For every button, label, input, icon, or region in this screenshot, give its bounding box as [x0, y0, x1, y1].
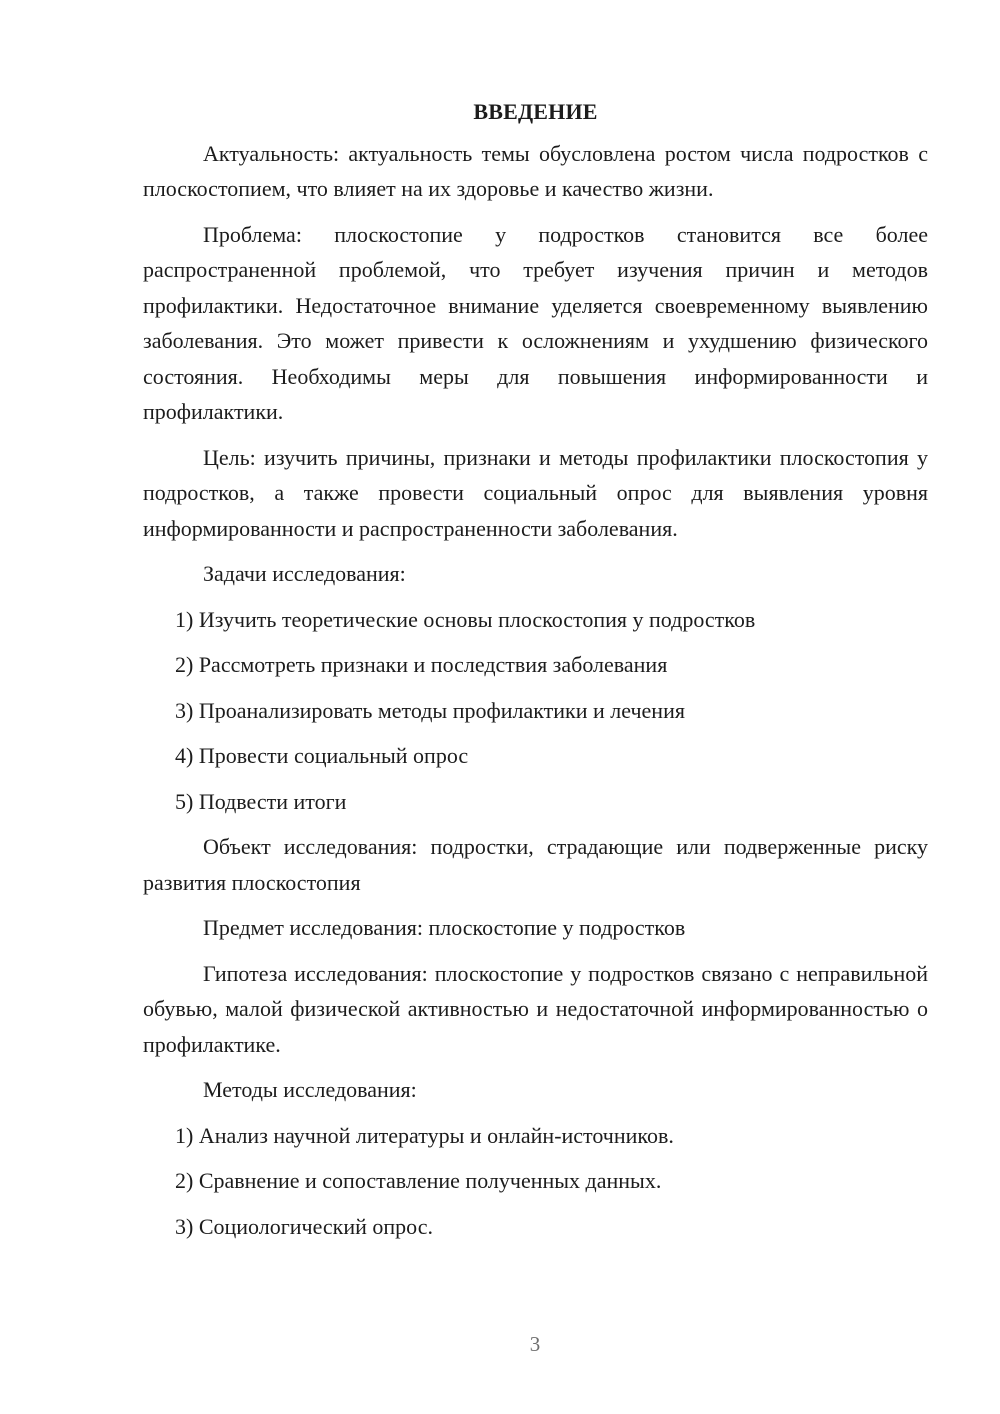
page-title: ВВЕДЕНИЕ: [473, 99, 598, 124]
page-content: [143, 94, 928, 1254]
problem-paragraph: Проблема: плоскостопие у подростков становится все более распространенной проблемой, что требует изучения причин и методов профилактики. Недостаточное внимание уделяется своевременному выявлению заболевания. Это может привести к осложнениям и ухудшению физического состояния. Необходимы меры для повышения информированности и профилактики.: [143, 221, 928, 424]
list-item: 5) Подвести итоги: [175, 788, 347, 814]
subject-paragraph: Предмет исследования: плоскостопие у подростков: [203, 915, 686, 940]
methods-list: [143, 1118, 928, 1245]
list-item: 1) Анализ научной литературы и онлайн-источников.: [175, 1122, 674, 1148]
list-item: 4) Провести социальный опрос: [175, 743, 469, 768]
goal-paragraph: Цель: изучить причины, признаки и методы профилактики плоскостопия у подростков, а также провести социальный опрос для выявления уровня информированности и распространенности заболевания.: [143, 444, 928, 541]
list-item: 1) Изучить теоретические основы плоскостопия у подростков: [175, 606, 756, 632]
methods-heading: Методы исследования:: [203, 1077, 417, 1102]
hypothesis-paragraph: Гипотеза исследования: плоскостопие у подростков связано с неправильной обувью, малой физической активностью и недостаточной информированностью о профилактике.: [143, 960, 928, 1057]
list-item: 2) Рассмотреть признаки и последствия заболевания: [175, 652, 668, 677]
object-paragraph: Объект исследования: подростки, страдающие или подверженные риску развития плоскостопия: [143, 834, 928, 895]
relevance-paragraph: Актуальность: актуальность темы обусловлена ростом числа подростков с плоскостопием, что влияет на их здоровье и качество жизни.: [143, 140, 928, 201]
tasks-heading: Задачи исследования:: [203, 561, 406, 586]
list-item: 3) Социологический опрос.: [175, 1213, 433, 1239]
list-item: 3) Проанализировать методы профилактики и лечения: [175, 697, 685, 723]
tasks-list: [143, 602, 928, 820]
list-item: 2) Сравнение и сопоставление полученных данных.: [175, 1168, 662, 1193]
page-number: 3: [529, 1332, 541, 1356]
